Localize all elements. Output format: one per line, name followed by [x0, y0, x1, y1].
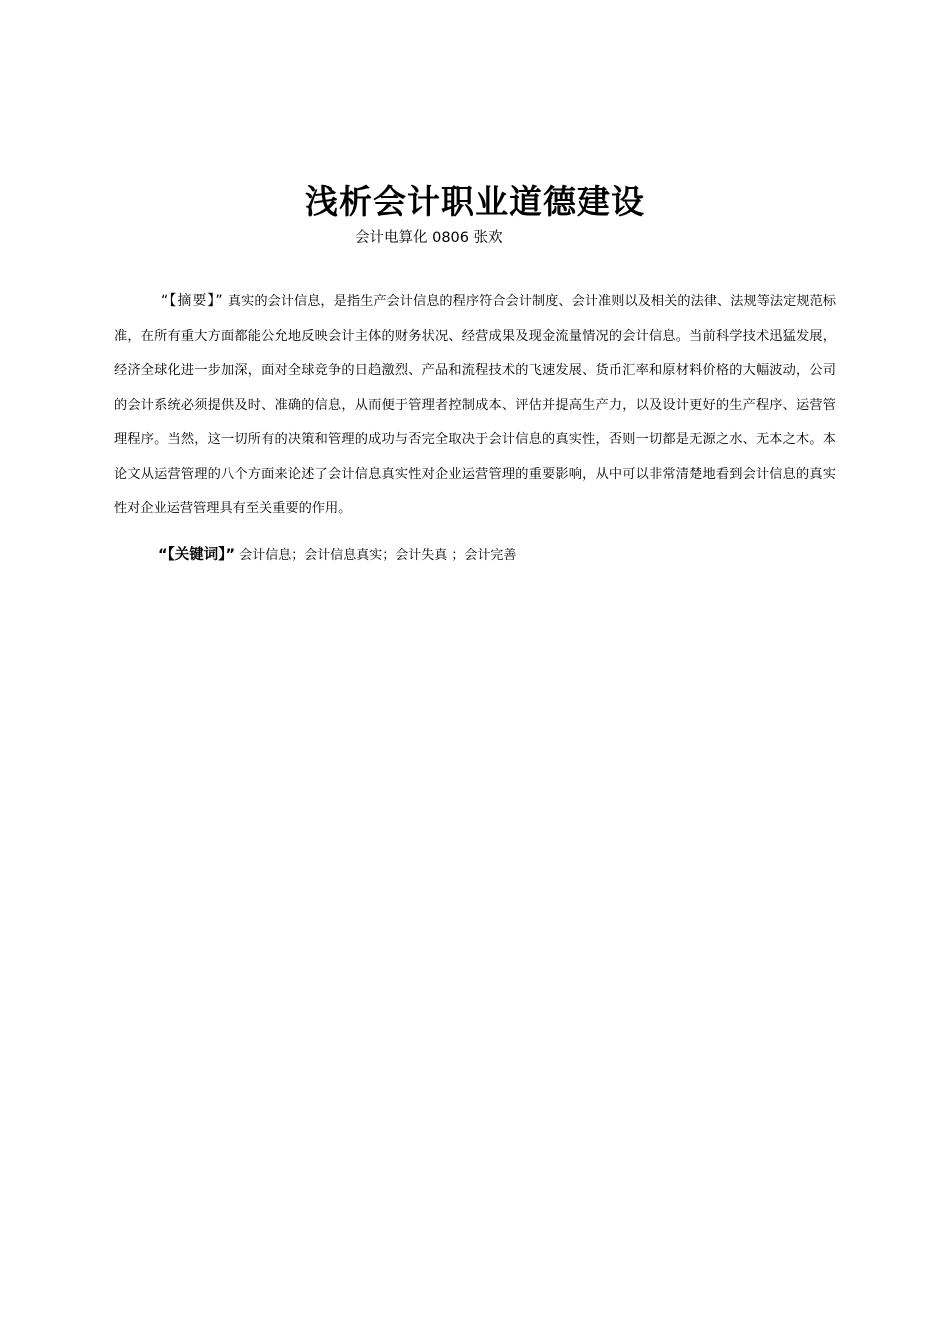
keywords-text: 会计信息；会计信息真实；会计失真 ；会计完善	[235, 548, 517, 563]
abstract-paragraph	[114, 284, 836, 527]
keywords-label: “【关键词】”	[158, 547, 236, 563]
abstract-label: “【摘要】”	[161, 293, 224, 309]
document-title: 浅析会计职业道德建设	[305, 182, 645, 221]
abstract-text: 真实的会计信息，是指生产会计信息的程序符合会计制度、会计准则以及相关的法律、法规等法定规范标准，在所有重大方面都能公允地反映会计主体的财务状况、经营成果及现金流量情况的会计信息。当前科学技术迅猛发展，经济全球化进一步加深，面对全球竞争的日趋激烈、产品和流程技术的飞速发展、货币汇率和原材料价格的大幅波动，公司的会计系统必须提供及时、准确的信息，从而便于管理者控制成本、评估并提高生产力，以及设计更好的生产程序、运营管理程序。当然，这一切所有的决策和管理的成功与否完全取决于会计信息的真实性，否则一切都是无源之水、无本之木。本论文从运营管理的八个方面来论述了会计信息真实性对企业运营管理的重要影响，从中可以非常清楚地看到会计信息的真实性对企业运营管理具有至关重要的作用。	[114, 294, 836, 516]
keywords-line	[158, 541, 516, 570]
author-line: 会计电算化 0806 张欢	[355, 230, 503, 246]
